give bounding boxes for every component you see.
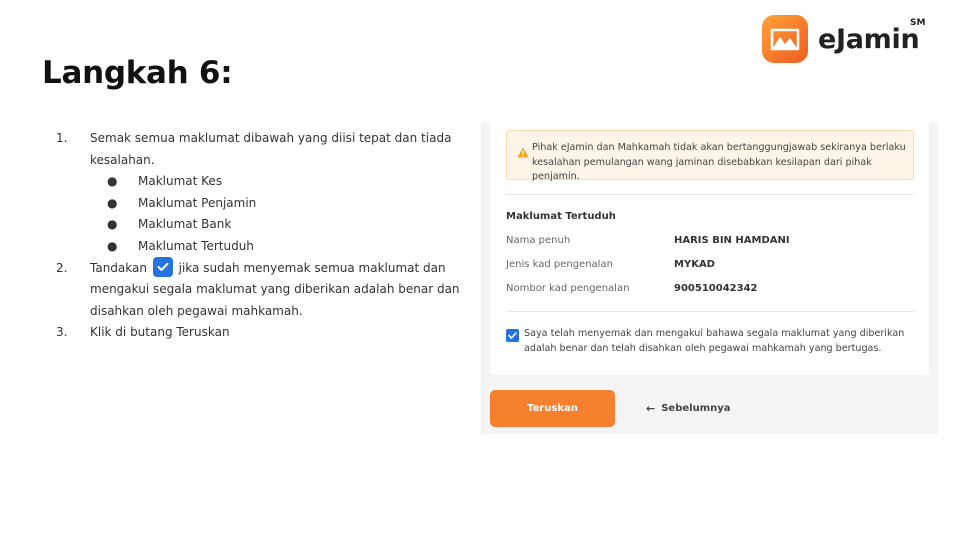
field-label-id-type: Jenis kad pengenalan <box>506 259 613 270</box>
bullet-item <box>0 236 480 258</box>
field-label-full-name: Nama penuh <box>506 235 571 246</box>
step-number: 2. <box>56 260 68 275</box>
agreement-text: Saya telah menyemak dan mengakui bahawa segala maklumat yang diberikan adalah benar dan telah disahkan oleh pegawai mahkamah yang bertugas. <box>524 328 905 354</box>
warning-text: Pihak eJamin dan Mahkamah tidak akan bertanggungjawab sekiranya berlaku kesalahan pemulangan wang jaminan disebabkan kesilapan dari pihak penjamin. <box>532 142 906 182</box>
brand-service-mark: SM <box>910 18 926 28</box>
field-value-id-number: 900510042342 <box>674 283 758 294</box>
step-3 <box>0 322 475 344</box>
page-title: Langkah 6: <box>42 55 233 91</box>
instruction-list <box>0 128 480 344</box>
step-text-after: jika sudah menyemak semua maklumat dan mengakui segala maklumat yang diberikan adalah benar dan disahkan oleh pegawai mahkamah. <box>90 260 460 318</box>
step-number: 1. <box>56 131 68 145</box>
form-screenshot-panel <box>481 122 938 434</box>
bullet-text: Maklumat Penjamin <box>138 195 257 210</box>
warning-icon <box>517 143 529 162</box>
step-1 <box>0 128 475 171</box>
ejamin-logo-icon <box>762 15 808 63</box>
bullet-item <box>0 171 480 193</box>
field-value-full-name: HARIS BIN HAMDANI <box>674 235 790 246</box>
arrow-left-icon: ← <box>646 402 656 415</box>
field-label-id-number: Nombor kad pengenalan <box>506 283 630 294</box>
step-text: Semak semua maklumat dibawah yang diisi tepat dan tiada kesalahan. <box>90 131 452 167</box>
bullet-icon: ● <box>107 174 118 189</box>
bullet-icon: ● <box>107 238 118 253</box>
bullet-text: Maklumat Kes <box>138 174 223 189</box>
brand-name: eJamin <box>818 23 920 55</box>
section-title: Maklumat Tertuduh <box>506 211 616 222</box>
ejamin-logo <box>762 14 926 64</box>
form-card <box>490 122 929 375</box>
divider <box>506 194 914 195</box>
bullet-item <box>0 214 480 236</box>
agreement-checkbox[interactable] <box>506 329 519 342</box>
step-text: Klik di butang Teruskan <box>90 325 230 340</box>
bullet-icon: ● <box>107 217 118 232</box>
bullet-text: Maklumat Tertuduh <box>138 238 254 253</box>
step-text-before: Tandakan <box>90 260 147 275</box>
previous-button[interactable] <box>646 402 731 415</box>
warning-box <box>506 130 914 180</box>
checkbox-checked-icon <box>153 257 173 277</box>
divider <box>506 311 914 312</box>
previous-button-label: Sebelumnya <box>661 403 731 414</box>
bullet-icon: ● <box>107 195 118 210</box>
bullet-text: Maklumat Bank <box>138 217 232 232</box>
bullet-item <box>0 193 480 215</box>
step-2 <box>0 258 475 323</box>
field-value-id-type: MYKAD <box>674 259 715 270</box>
continue-button[interactable]: Teruskan <box>490 390 615 427</box>
step-number: 3. <box>56 325 68 340</box>
